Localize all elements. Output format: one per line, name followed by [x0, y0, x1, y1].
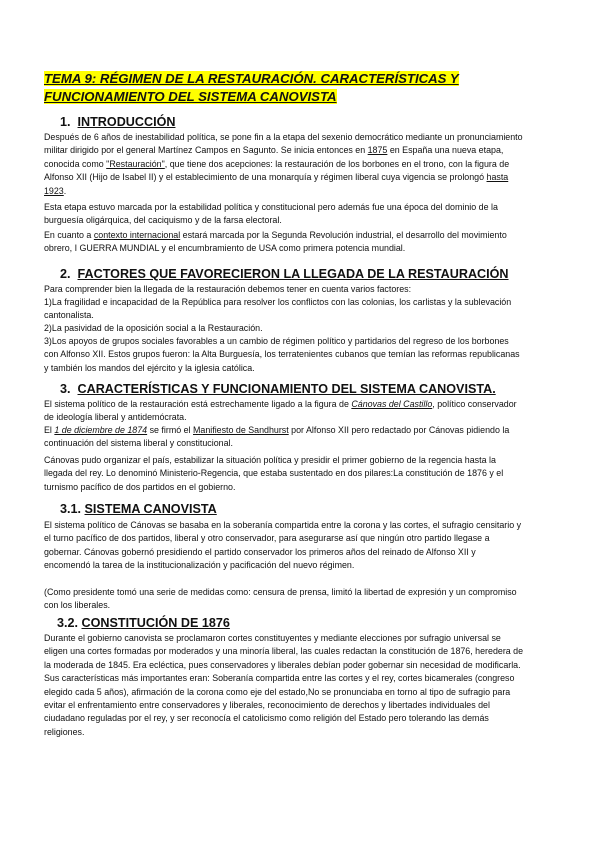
section-heading-constitucion: 3.2. CONSTITUCIÓN DE 1876	[57, 616, 230, 630]
section-heading-introduccion: 1. INTRODUCCIÓN	[60, 115, 176, 129]
section-heading-factores: 2. FACTORES QUE FAVORECIERON LA LLEGADA DE LA RESTAURACIÓN	[60, 267, 509, 281]
year-1875: 1875	[367, 145, 388, 156]
factor-3: 3)Los apoyos de grupos sociales favorables a un cambio de régimen político y partidarios del regreso de los borbones con Alfonso XII. Estos grupos fueron: la Alta Burguesía, los terratenientes cubanos que temían las reformas republicanas y también los mandos del ejército y la iglesia católica.	[44, 336, 520, 373]
section-heading-caracteristicas: 3. CARACTERÍSTICAS Y FUNCIONAMIENTO DEL SISTEMA CANOVISTA.	[60, 382, 496, 396]
paragraph-canovas-2: El 1 de diciembre de 1874 se firmó el Manifiesto de Sandhurst por Alfonso XII pero redactado por Cánovas pidiendo la continuación del sistema liberal y constitucional.	[44, 425, 510, 449]
section-heading-sistema-canovista: 3.1. SISTEMA CANOVISTA	[60, 502, 217, 516]
canovas-del-castillo: Cánovas del Castillo	[351, 399, 433, 409]
paragraph-factores-intro: Para comprender bien la llegada de la restauración debemos tener en cuenta varios factores:	[44, 284, 412, 294]
restauracion-term: "Restauración"	[106, 158, 165, 169]
paragraph-sistema-2: (Como presidente tomó una serie de medidas como: censura de prensa, limitó la libertad de expresión y un compromiso con los liberales.	[44, 587, 517, 611]
contexto-internacional: contexto internacional	[93, 230, 181, 240]
document-title: TEMA 9: RÉGIMEN DE LA RESTAURACIÓN. CARACTERÍSTICAS Y FUNCIONAMIENTO DEL SISTEMA CANOVISTA	[44, 71, 459, 104]
paragraph-canovas-1: El sistema político de la restauración está estrechamente ligado a la figura de Cánovas del Castillo, político conservador de ideología liberal y antidemócrata.	[44, 399, 517, 423]
factor-1: 1)La fragilidad e incapacidad de la República para resolver los conflictos con las colonias, los carlistas y la sublevación cantonalista.	[44, 297, 512, 321]
manifiesto-sandhurst: Manifiesto de Sandhurst	[193, 425, 289, 435]
paragraph-constitucion: Durante el gobierno canovista se proclamaron cortes constituyentes y mediante elecciones por sufragio universal se eligen una cortes formadas por moderados y una minoría liberal, las cuales redactan la constitución de 1876, heredera de la moderada de 1845. Era ecléctica, pues conservadores y liberales debían poder gobernar sin necesidad de modificarla. Sus características más importantes eran: Soberanía compartida entre las cortes y el rey, cortes bicamerales (congreso elegido cada 5 años), afirmación de la corona como eje del estado,No se pronunciaba en torno al tipo de sufragio para evitar el enfrentamiento entre conservadores y liberales, reconocimiento de derechos y libertades individuales del ciudadano reguladas por el rey, y ser reconocía el catolicismo como religión del Estado pero tolerando las demás religiones.	[44, 633, 524, 737]
paragraph-intro-2: Esta etapa estuvo marcada por la estabilidad política y constitucional pero además fue una época del dominio de la burguesía oligárquica, del caciquismo y de la farsa electoral.	[44, 202, 498, 226]
paragraph-canovas-3: Cánovas pudo organizar el país, estabilizar la situación política y presidir el primer gobierno de la regencia hasta la llegada del rey. Lo denominó Ministerio-Regencia, que estaba sustentado en dos pilares:La constitución de 1876 y el turnismo pacífico de dos partidos en el gobierno.	[44, 455, 504, 492]
paragraph-intro-3: En cuanto a contexto internacional estará marcada por la Segunda Revolución industrial, el desarrollo del movimiento obrero, I GUERRA MUNDIAL y el encumbramiento de USA como primera potencia mundial.	[44, 230, 507, 254]
paragraph-intro-1: Después de 6 años de inestabilidad política, se pone fin a la etapa del sexenio democrático mediante un pronunciamiento militar dirigido por el general Martínez Campos en Sagunto. Se inicia entonces en 1875 en España una nueva etapa, conocida como "Restauración", que tiene dos acepciones: la restauración de los borbones en el trono, con la figura de Alfonso XII (Hijo de Isabel II) y el establecimiento de una monarquía y régimen liberal cuya vigencia se prolongó hasta 1923.	[44, 132, 523, 196]
until-1923: hasta 1923	[44, 172, 509, 196]
date-1874: 1 de diciembre de 1874	[54, 425, 148, 435]
factor-2: 2)La pasividad de la oposición social a la Restauración.	[44, 323, 263, 333]
paragraph-sistema-1: El sistema político de Cánovas se basaba en la soberanía compartida entre la corona y las cortes, el sufragio censitario y el turno pacífico de dos partidos, liberal y otro conservador, para asegurarse así que ningún otro partido llegase a gobernar. Cánovas gobernó presidiendo el partido conservador los primeros años del reinado de Alfonso XII y encomendó la tarea de la institucionalización y pacificación del nuevo régimen.	[44, 520, 522, 571]
